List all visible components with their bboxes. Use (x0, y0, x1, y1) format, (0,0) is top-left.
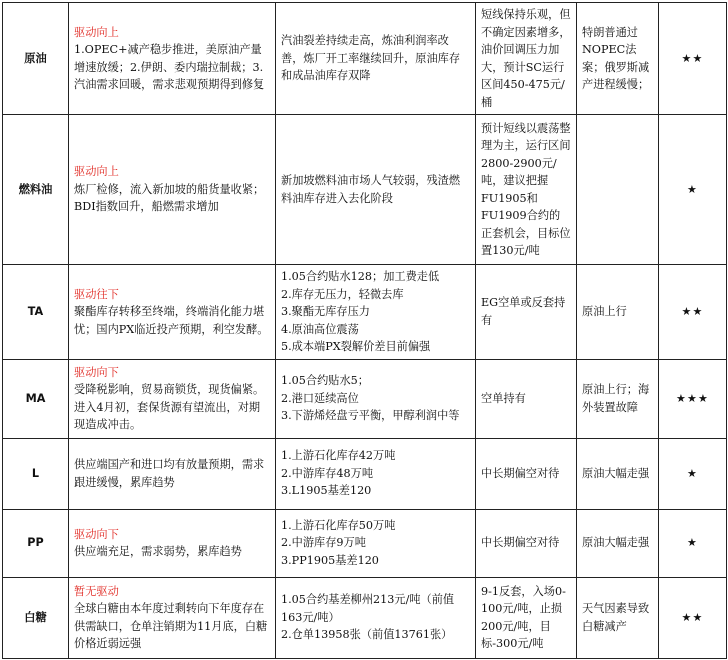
driver-label: 驱动向上 (74, 25, 119, 39)
data-line: 3.PP1905基差120 (281, 553, 379, 567)
logic-text: 受降税影响，贸易商锁货，现货偏紧。进入4月初，套保货源有望流出，对期现造成冲击。 (74, 383, 265, 431)
data-line: 1.上游石化库存50万吨 (281, 518, 396, 532)
data-cell (276, 438, 476, 509)
data-cell (276, 115, 476, 265)
logic-text: 全球白糖由本年度过剩转向下年度存在供需缺口，仓单注销期为11月底，白糖价格近弱远强 (74, 602, 268, 650)
data-line: 5.成本端PX裂解价差目前偏强 (281, 340, 431, 353)
logic-text: 供应端充足，需求弱势，累库趋势 (74, 545, 242, 558)
data-cell (276, 509, 476, 577)
risk-cell: 天气因素导致白糖减产 (577, 577, 659, 658)
risk-cell: 原油大幅走强 (577, 438, 659, 509)
table-body (3, 3, 727, 659)
logic-cell (69, 577, 276, 658)
data-cell (276, 359, 476, 438)
data-cell (276, 265, 476, 360)
logic-cell (69, 438, 276, 509)
data-line: 2.中游库存48万吨 (281, 466, 374, 480)
logic-text: 1.OPEC+减产稳步推进，美原油产量增速放缓；2.伊朗、委内瑞拉制裁；3.汽油需求回暖，需求悲观预期得到修复 (74, 43, 265, 91)
data-line: 1.05合约贴水5； (281, 374, 369, 388)
rating-stars: ★★ (659, 577, 727, 658)
rating-stars: ★★★ (659, 359, 727, 438)
data-line: 1.05合约贴水128；加工费走低 (281, 270, 440, 283)
table-row (3, 509, 727, 577)
logic-cell (69, 265, 276, 360)
table-row (3, 359, 727, 438)
risk-cell: 原油上行；海外装置故障 (577, 359, 659, 438)
data-line: 4.原油高位震荡 (281, 322, 359, 336)
driver-label: 驱动往下 (74, 287, 119, 301)
risk-cell: 特朗普通过NOPEC法案；俄罗斯减产进程缓慢； (577, 3, 659, 115)
driver-label: 驱动向下 (74, 365, 119, 379)
commodity-name: 白糖 (3, 577, 69, 658)
commodity-name: TA (3, 265, 69, 360)
rating-stars: ★ (659, 438, 727, 509)
table-row (3, 265, 727, 360)
commodity-name: 燃料油 (3, 115, 69, 265)
driver-label: 驱动向下 (74, 527, 119, 541)
table-row (3, 3, 727, 115)
table-row (3, 115, 727, 265)
rating-stars: ★ (659, 509, 727, 577)
logic-cell (69, 3, 276, 115)
strategy-cell: EG空单或反套持有 (476, 265, 577, 360)
logic-cell (69, 115, 276, 265)
driver-label: 暂无驱动 (74, 584, 119, 598)
logic-cell (69, 509, 276, 577)
logic-text: 供应端国产和进口均有放量预期，需求跟进缓慢，累库趋势 (74, 458, 265, 489)
data-line: 2.中游库存9万吨 (281, 536, 366, 550)
strategy-cell: 短线保持乐观，但不确定因素增多，油价回调压力加大，预计SC运行区间450-475元/桶 (476, 3, 577, 115)
data-line: 2.仓单13958张（前值13761张） (281, 628, 453, 642)
data-cell (276, 577, 476, 658)
strategy-cell: 空单持有 (476, 359, 577, 438)
data-line: 2.库存无压力，轻微去库 (281, 287, 404, 301)
commodity-name: L (3, 438, 69, 509)
strategy-cell: 中长期偏空对待 (476, 509, 577, 577)
commodity-name: PP (3, 509, 69, 577)
table-row (3, 438, 727, 509)
logic-cell (69, 359, 276, 438)
rating-stars: ★★ (659, 265, 727, 360)
commodity-name: MA (3, 359, 69, 438)
data-line: 3.聚酯无库存压力 (281, 305, 370, 318)
driver-label: 驱动向上 (74, 165, 119, 179)
risk-cell: 原油上行 (577, 265, 659, 360)
table-row (3, 577, 727, 658)
risk-cell: 原油大幅走强 (577, 509, 659, 577)
data-line: 汽油裂差持续走高，炼油利润率改善，炼厂开工率继续回升，原油库存和成品油库存双降 (281, 34, 461, 83)
risk-cell (577, 115, 659, 265)
data-cell (276, 3, 476, 115)
commodity-table (2, 2, 727, 659)
data-line: 1.05合约基差柳州213元/吨（前值163元/吨） (281, 593, 455, 624)
strategy-cell: 中长期偏空对待 (476, 438, 577, 509)
strategy-cell: 预计短线以震荡整理为主，运行区间2800-2900元/吨，建议把握FU1905和FU1909合约的正套机会，目标位置130元/吨 (476, 115, 577, 265)
strategy-cell: 9-1反套，入场0-100元/吨，止损200元/吨，目标-300元/吨 (476, 577, 577, 658)
data-line: 3.L1905基差120 (281, 484, 372, 498)
rating-stars: ★ (659, 115, 727, 265)
rating-stars: ★★ (659, 3, 727, 115)
data-line: 2.港口延续高位 (281, 391, 359, 405)
logic-text: 聚酯库存转移至终端，终端消化能力堪忧；国内PX临近投产预期，利空发酵。 (74, 305, 269, 336)
commodity-name: 原油 (3, 3, 69, 115)
data-line: 3.下游烯烃盘亏平衡，甲醇利润中等 (281, 409, 460, 423)
logic-text: 炼厂检修，流入新加坡的船货量收紧；BDI指数回升，船燃需求增加 (74, 182, 265, 214)
data-line: 新加坡燃料油市场人气较弱，残渣燃料油库存进入去化阶段 (281, 174, 461, 205)
data-line: 1.上游石化库存42万吨 (281, 449, 396, 463)
